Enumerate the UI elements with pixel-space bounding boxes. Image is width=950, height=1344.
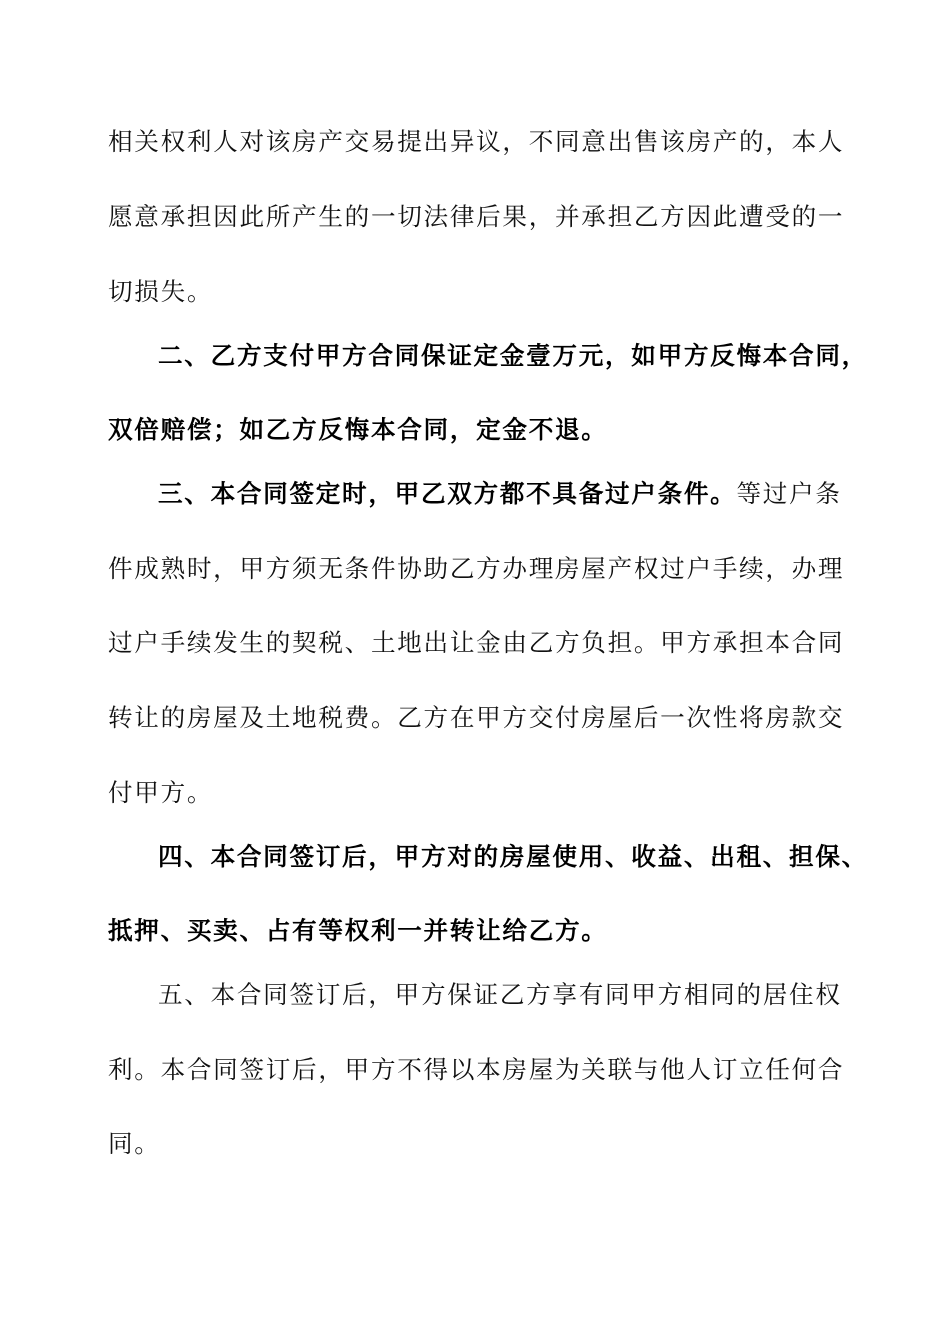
clause-4-line-2: 抵押、买卖、占有等权利一并转让给乙方。 (108, 916, 608, 945)
paragraph-1-line-1: 相关权利人对该房产交易提出异议，不同意出售该房产的，本人 (108, 127, 845, 156)
clause-3-line-1 (158, 479, 842, 508)
paragraph-1-line-2: 愿意承担因此所产生的一切法律后果，并承担乙方因此遭受的一 (108, 202, 845, 231)
clause-3-line-4: 转让的房屋及土地税费。乙方在甲方交付房屋后一次性将房款交 (108, 703, 845, 732)
clause-2-line-2: 双倍赔偿；如乙方反悔本合同，定金不退。 (108, 415, 608, 444)
clause-5-line-2: 利。本合同签订后，甲方不得以本房屋为关联与他人订立任何合 (108, 1055, 845, 1084)
clause-3-line-2: 件成熟时，甲方须无条件协助乙方办理房屋产权过户手续，办理 (108, 554, 845, 583)
clause-5-line-3: 同。 (108, 1129, 161, 1158)
clause-3-line-3: 过户手续发生的契税、土地出让金由乙方负担。甲方承担本合同 (108, 628, 845, 657)
clause-4-line-1: 四、本合同签订后，甲方对的房屋使用、收益、出租、担保、 (158, 842, 868, 871)
paragraph-1-line-3: 切损失。 (108, 277, 214, 306)
clause-3-line-1-rest: 等过户条 (736, 479, 842, 508)
clause-5-line-1: 五、本合同签订后，甲方保证乙方享有同甲方相同的居住权 (158, 980, 842, 1009)
clause-3-line-5: 付甲方。 (108, 778, 214, 807)
clause-3-heading: 三、本合同签定时，甲乙双方都不具备过户条件。 (158, 479, 737, 508)
clause-2-line-1: 二、乙方支付甲方合同保证定金壹万元，如甲方反悔本合同， (158, 341, 868, 370)
